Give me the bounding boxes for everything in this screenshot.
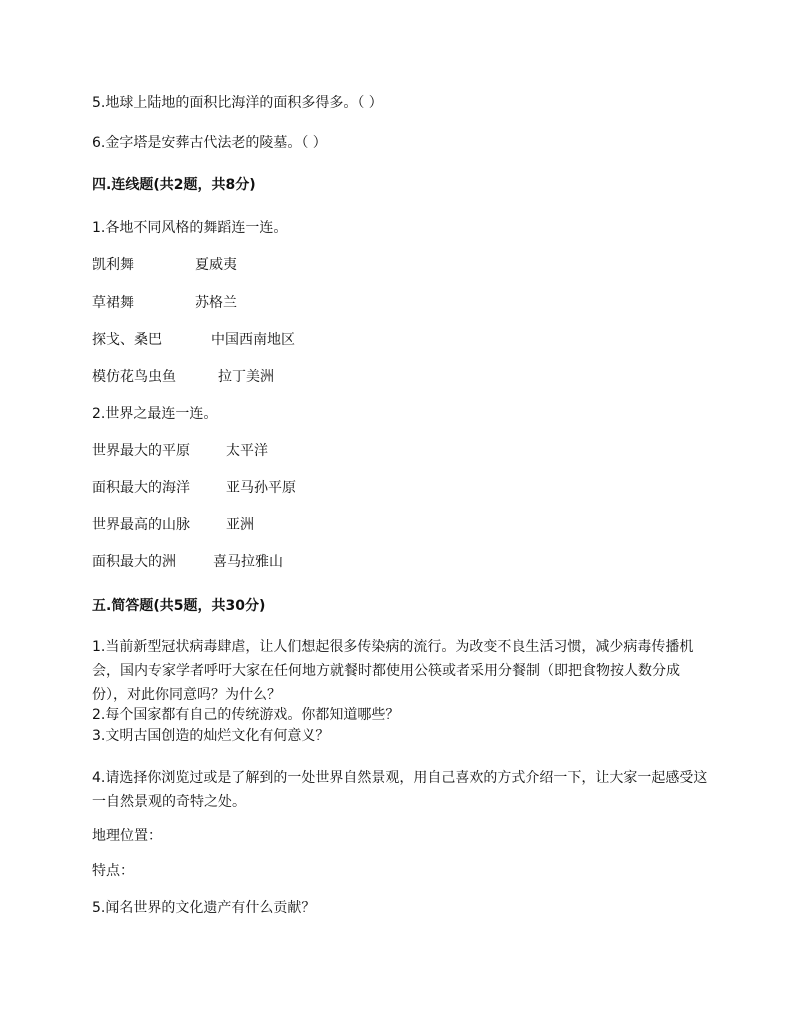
matching-1-left-1: 凯利舞	[92, 257, 134, 273]
matching-2-right-2: 亚马孙平原	[226, 480, 296, 496]
short-answer-question-3: 3.文明古国创造的灿烂文化有何意义？	[92, 728, 330, 744]
matching-2-left-1: 世界最大的平原	[92, 443, 190, 459]
section-5-heading: 五.简答题(共5题，共30分)	[92, 598, 266, 614]
matching-1-right-4: 拉丁美洲	[218, 369, 274, 385]
matching-question-2-prompt: 2.世界之最连一连。	[92, 406, 218, 422]
matching-2-right-4: 喜马拉雅山	[213, 554, 283, 570]
matching-2-right-1: 太平洋	[226, 443, 268, 459]
true-false-question-6: 6.金字塔是安葬古代法老的陵墓。（ ）	[92, 135, 327, 151]
matching-question-1-prompt: 1.各地不同风格的舞蹈连一连。	[92, 220, 288, 236]
matching-2-right-3: 亚洲	[226, 517, 254, 533]
short-answer-question-2: 2.每个国家都有自己的传统游戏。你都知道哪些？	[92, 707, 400, 723]
short-answer-question-5: 5.闻名世界的文化遗产有什么贡献？	[92, 900, 316, 916]
features-label: 特点：	[92, 863, 134, 879]
matching-2-left-4: 面积最大的洲	[92, 554, 176, 570]
matching-2-left-3: 世界最高的山脉	[92, 517, 190, 533]
matching-1-right-3: 中国西南地区	[211, 332, 295, 348]
matching-2-left-2: 面积最大的海洋	[92, 480, 190, 496]
short-answer-question-4: 4.请选择你浏览过或是了解到的一处世界自然景观，用自己喜欢的方式介绍一下，让大家一起感受这一自然景观的奇特之处。	[92, 770, 708, 810]
section-4-heading: 四.连线题(共2题，共8分)	[92, 177, 256, 193]
true-false-question-5: 5.地球上陆地的面积比海洋的面积多得多。（ ）	[92, 95, 383, 111]
geographic-location-label: 地理位置：	[92, 828, 162, 844]
matching-1-right-1: 夏威夷	[195, 257, 237, 273]
matching-1-right-2: 苏格兰	[195, 295, 237, 311]
short-answer-question-1: 1.当前新型冠状病毒肆虐，让人们想起很多传染病的流行。为改变不良生活习惯，减少病毒传播机会，国内专家学者呼吁大家在任何地方就餐时都使用公筷或者采用分餐制（即把食物按人数分成份），对此你同意吗？为什么？	[92, 639, 694, 703]
matching-1-left-3: 探戈、桑巴	[92, 332, 162, 348]
matching-1-left-2: 草裙舞	[92, 295, 134, 311]
matching-1-left-4: 模仿花鸟虫鱼	[92, 369, 176, 385]
